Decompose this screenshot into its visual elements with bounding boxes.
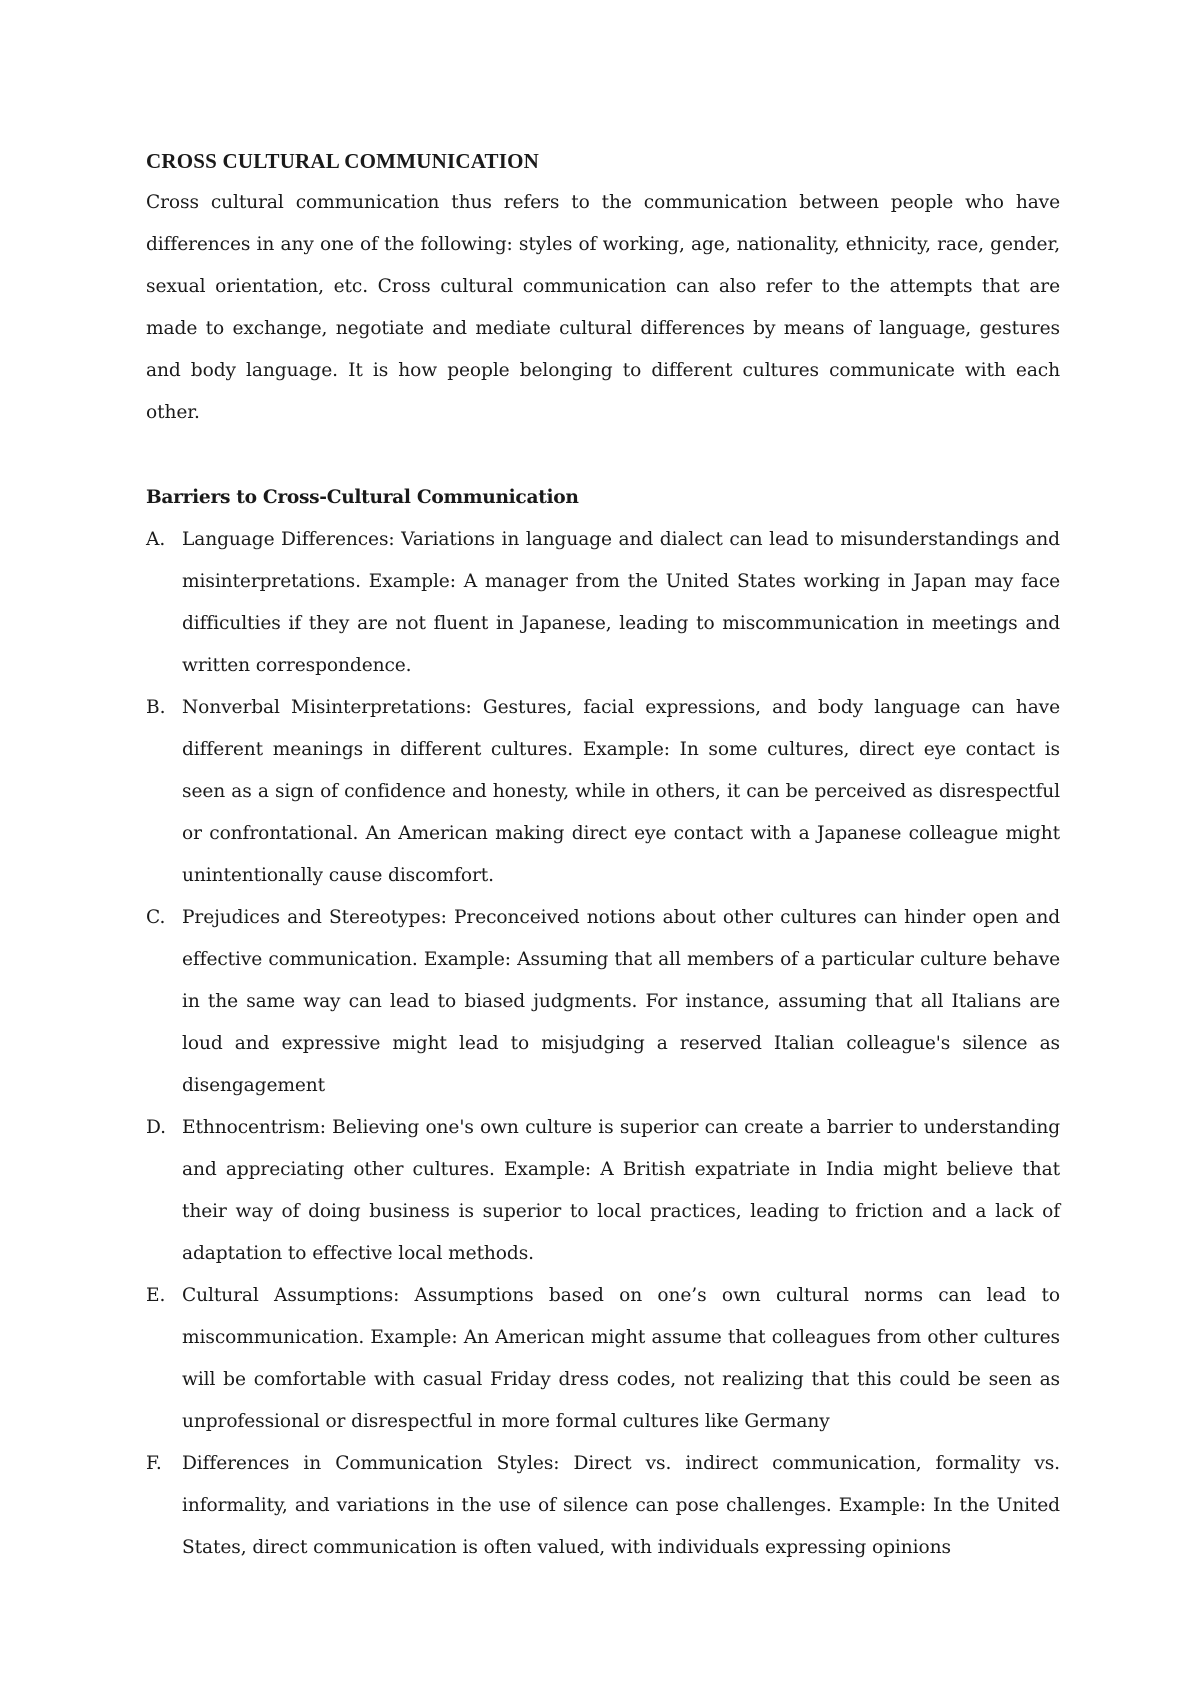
barrier-item-f <box>146 1443 1060 1569</box>
list-marker: C. <box>146 907 166 928</box>
barriers-heading: Barriers to Cross-Cultural Communication <box>146 487 579 508</box>
barrier-item-b <box>146 687 1060 897</box>
barrier-text: Nonverbal Misinterpretations: Gestures, facial expressions, and body language can have different meanings in different cultures. Example: In some cultures, direct eye contact is seen as a sign of confidence and honesty, while in others, it can be perceived as disrespectful or confrontational. An American making direct eye contact with a Japanese colleague might unintentionally cause discomfort. <box>182 697 1060 886</box>
barrier-text: Prejudices and Stereotypes: Preconceived notions about other cultures can hinder open and effective communication. Example: Assuming that all members of a particular culture behave in the same way can lead to biased judgments. For instance, assuming that all Italians are loud and expressive might lead to misjudging a reserved Italian colleague's silence as disengagement <box>182 907 1060 1096</box>
barrier-text: Cultural Assumptions: Assumptions based on one’s own cultural norms can lead to miscommunication. Example: An American might assume that colleagues from other cultures will be comfortable with casual Friday dress codes, not realizing that this could be seen as unprofessional or disrespectful in more formal cultures like Germany <box>182 1285 1060 1432</box>
list-marker: F. <box>146 1453 162 1474</box>
list-marker: D. <box>146 1117 166 1138</box>
document-page <box>146 140 1060 1569</box>
list-marker: E. <box>146 1285 166 1306</box>
document-title: CROSS CULTURAL COMMUNICATION <box>146 149 539 173</box>
list-marker: A. <box>146 529 166 550</box>
barrier-text: Ethnocentrism: Believing one's own culture is superior can create a barrier to understanding and appreciating other cultures. Example: A British expatriate in India might believe that their way of doing business is superior to local practices, leading to friction and a lack of adaptation to effective local methods. <box>182 1117 1060 1264</box>
barrier-text: Language Differences: Variations in language and dialect can lead to misunderstandings and misinterpretations. Example: A manager from the United States working in Japan may face difficulties if they are not fluent in Japanese, leading to miscommunication in meetings and written correspondence. <box>182 529 1060 676</box>
barrier-item-e <box>146 1275 1060 1443</box>
barrier-text: Differences in Communication Styles: Direct vs. indirect communication, formality vs. informality, and variations in the use of silence can pose challenges. Example: In the United States, direct communication is often valued, with individuals expressing opinions <box>182 1453 1060 1558</box>
barrier-item-c <box>146 897 1060 1107</box>
list-marker: B. <box>146 697 166 718</box>
barrier-item-a <box>146 519 1060 687</box>
barrier-item-d <box>146 1107 1060 1275</box>
barriers-list <box>146 519 1060 1569</box>
intro-paragraph: Cross cultural communication thus refers to the communication between people who have differences in any one of the following: styles of working, age, nationality, ethnicity, race, gender, sexual orientation, etc. Cross cultural communication can also refer to the attempts that are made to exchange, negotiate and mediate cultural differences by means of language, gestures and body language. It is how people belonging to different cultures communicate with each other. <box>146 192 1060 423</box>
